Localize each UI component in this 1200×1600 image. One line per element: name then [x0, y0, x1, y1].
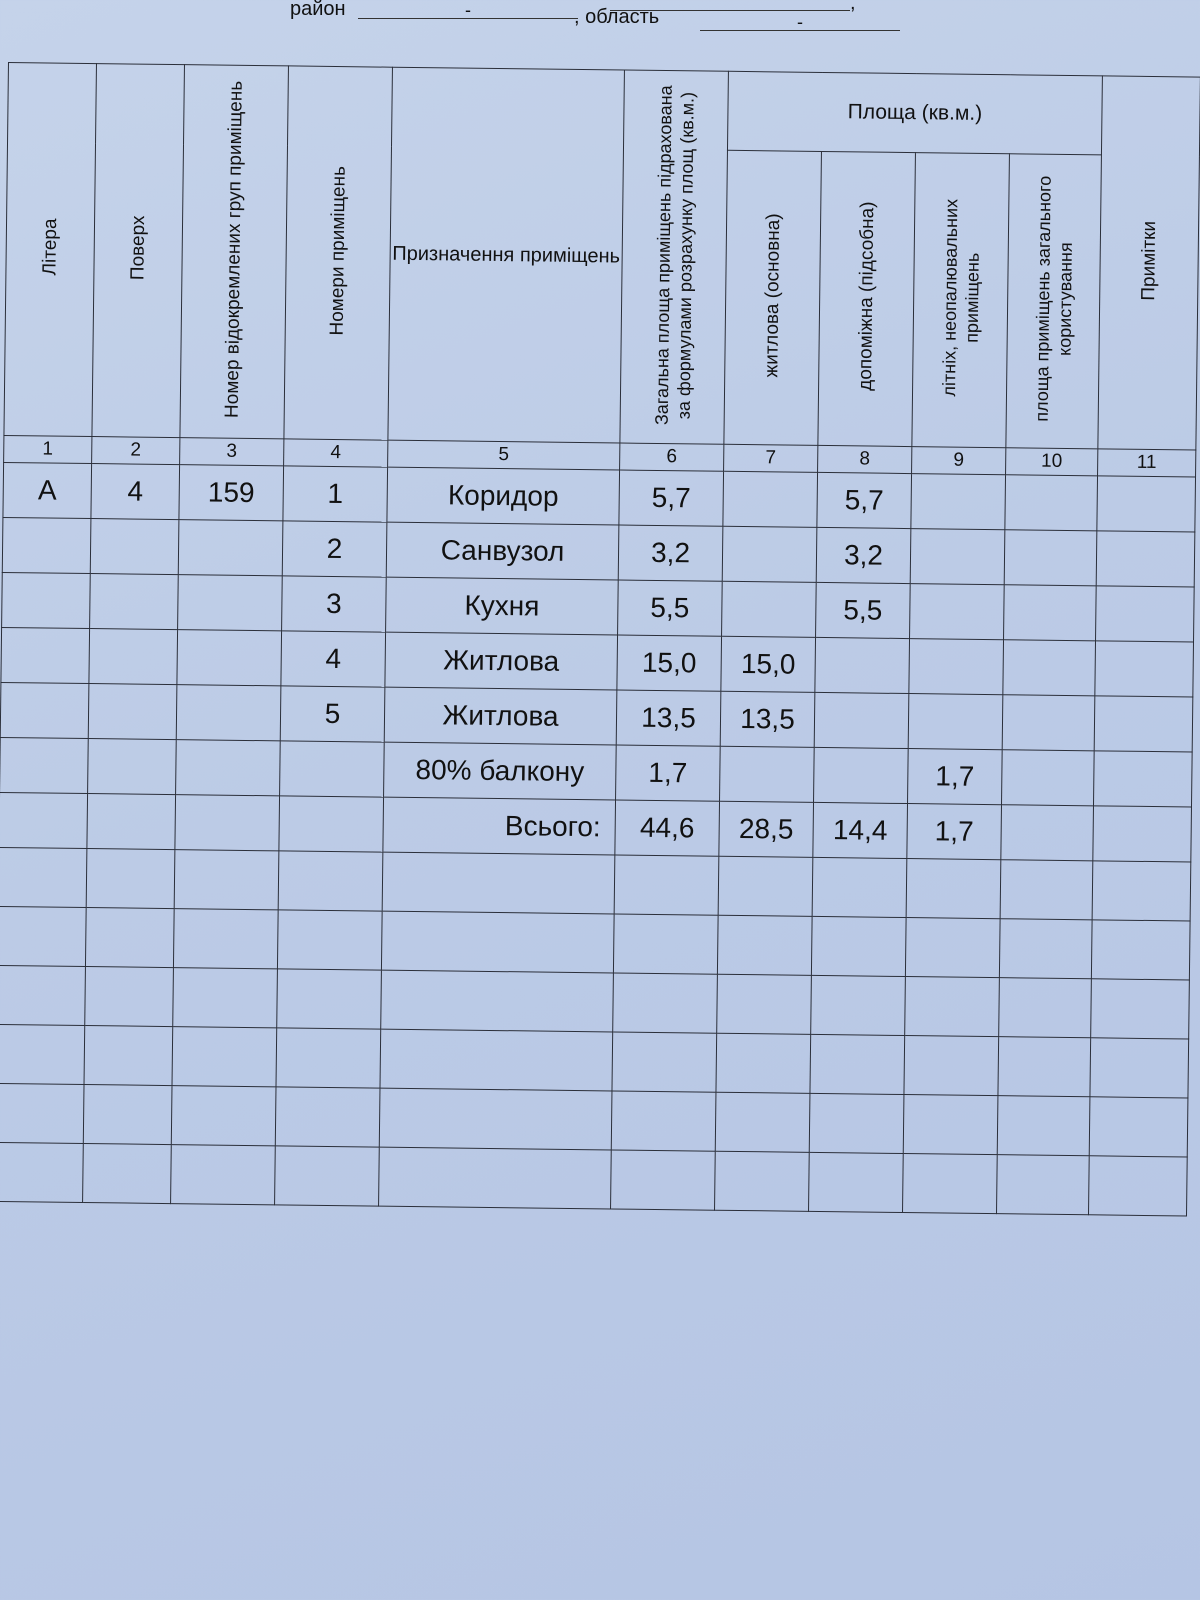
header-room-numbers: Номери приміщень: [284, 66, 393, 440]
cell-room: 3: [282, 576, 387, 632]
empty-cell: [276, 1028, 381, 1088]
cell-total: 13,5: [616, 690, 721, 746]
empty-cell: [173, 909, 278, 969]
empty-cell: [0, 965, 85, 1025]
header-summer: літніх, неопалювальних приміщень: [912, 153, 1010, 448]
premises-table: [0, 62, 1200, 1216]
empty-cell: [277, 969, 382, 1029]
empty-cell: [0, 847, 87, 907]
empty-cell: [85, 908, 174, 968]
cell-group: [178, 575, 283, 631]
col-number: 4: [284, 439, 388, 467]
empty-cell: [381, 970, 614, 1032]
col-number: 9: [912, 447, 1006, 475]
cell-total: 1,7: [616, 745, 721, 801]
cell-litera: [2, 572, 91, 628]
cell-summer: [910, 529, 1005, 585]
empty-cell: [277, 910, 382, 970]
empty-cell: [611, 1150, 716, 1210]
empty-cell: [174, 850, 279, 910]
cell-purpose: Кухня: [386, 577, 619, 635]
empty-cell: [904, 1036, 999, 1096]
empty-cell: [812, 857, 907, 917]
empty-cell: [275, 1146, 380, 1206]
empty-cell: [382, 852, 615, 914]
total-common-sum: [1001, 805, 1094, 861]
cell-notes: [1093, 751, 1192, 807]
header-purpose: Призначення приміщень: [388, 67, 625, 443]
col-number: 7: [724, 444, 818, 472]
cell-group: 159: [179, 465, 284, 521]
cell-floor: 4: [91, 464, 180, 520]
cell-total: 3,2: [618, 525, 723, 581]
cell-group: [175, 795, 280, 851]
empty-cell: [171, 1145, 276, 1205]
cell-common: [1002, 695, 1095, 751]
empty-cell: [998, 1037, 1091, 1097]
cell-common: [1004, 585, 1097, 641]
region-field: -: [700, 12, 900, 31]
cell-notes: [1096, 586, 1195, 642]
cell-total: 5,5: [618, 580, 723, 636]
empty-cell: [0, 1142, 83, 1202]
district-label: район: [290, 0, 346, 20]
empty-cell: [997, 1155, 1090, 1215]
cell-litera: [0, 682, 89, 738]
header-row: [8, 63, 1200, 157]
empty-cell: [715, 1092, 810, 1152]
cell-room: 1: [283, 466, 388, 522]
empty-cell: [717, 915, 812, 975]
cell-living: [722, 581, 817, 637]
empty-cell: [275, 1087, 380, 1147]
empty-cell: [811, 916, 906, 976]
col-number: 6: [620, 443, 724, 471]
cell-purpose: Коридор: [387, 467, 620, 525]
cell-group: [176, 740, 281, 796]
empty-cell: [903, 1095, 998, 1155]
empty-cell: [1091, 920, 1190, 980]
region-label: , область: [574, 6, 660, 28]
empty-cell: [611, 1091, 716, 1151]
empty-cell: [905, 918, 1000, 978]
cell-floor: [89, 629, 178, 685]
empty-cell: [717, 974, 812, 1034]
empty-cell: [85, 967, 174, 1027]
empty-cell: [905, 977, 1000, 1037]
cell-aux: 5,7: [817, 472, 912, 528]
cell-room: [280, 741, 385, 797]
header-total-area: Загальна площа приміщень підрахована за формулами розрахунку площ (кв.м.): [620, 70, 729, 444]
empty-cell: [1091, 979, 1190, 1039]
empty-cell: [0, 1024, 85, 1084]
cell-notes: [1097, 476, 1196, 532]
empty-cell: [716, 1033, 811, 1093]
empty-cell: [83, 1144, 172, 1204]
col-number: 10: [1006, 448, 1098, 476]
empty-cell: [278, 851, 383, 911]
cell-total: 5,7: [619, 470, 724, 526]
cell-group: [176, 685, 281, 741]
cell-living: 13,5: [720, 691, 815, 747]
cell-total: 15,0: [617, 635, 722, 691]
header-living: житлова (основна): [724, 150, 822, 445]
cell-litera: [0, 737, 88, 793]
empty-cell: [1000, 860, 1093, 920]
total-label: Всього:: [383, 797, 616, 855]
cell-summer: 1,7: [908, 749, 1003, 805]
empty-cell: [906, 859, 1001, 919]
cell-floor: [88, 739, 177, 795]
cell-floor: [90, 519, 179, 575]
header-notes: Примітки: [1098, 76, 1200, 450]
cell-summer: [910, 584, 1005, 640]
cell-floor: [88, 684, 177, 740]
empty-cell: [83, 1085, 172, 1145]
empty-cell: [809, 1093, 904, 1153]
cell-living: 15,0: [721, 636, 816, 692]
empty-cell: [172, 1027, 277, 1087]
total-summer-sum: 1,7: [907, 804, 1002, 860]
cell-floor: [87, 794, 176, 850]
empty-cell: [1090, 1038, 1189, 1098]
total-area-sum: 44,6: [615, 800, 720, 856]
cell-floor: [90, 574, 179, 630]
header-floor: Поверх: [92, 64, 185, 438]
empty-cell: [613, 914, 718, 974]
cell-common: [1003, 640, 1096, 696]
empty-cell: [380, 1029, 613, 1091]
header-common: площа приміщень загального користування: [1006, 154, 1102, 449]
cell-purpose: Санвузол: [386, 522, 619, 580]
cell-notes: [1096, 531, 1195, 587]
cell-room: 2: [282, 521, 387, 577]
total-living-sum: 28,5: [719, 801, 814, 857]
col-number: 5: [388, 440, 620, 470]
cell-litera: [0, 792, 88, 848]
empty-cell: [1092, 861, 1191, 921]
empty-cell: [1088, 1156, 1187, 1216]
cell-litera: [1, 627, 90, 683]
header-litera: Літера: [4, 63, 97, 437]
cell-summer: [909, 639, 1004, 695]
empty-cell: [810, 1034, 905, 1094]
empty-cell: [614, 855, 719, 915]
header-comma: ,: [850, 0, 856, 14]
cell-living: [723, 471, 818, 527]
empty-cell: [84, 1026, 173, 1086]
total-aux-sum: 14,4: [813, 802, 908, 858]
empty-cell: [173, 968, 278, 1028]
cell-common: [1004, 530, 1097, 586]
empty-cell: [86, 849, 175, 909]
empty-cell: [0, 906, 86, 966]
cell-aux: 5,5: [816, 582, 911, 638]
district-field: -: [358, 0, 578, 19]
header-auxiliary: допоміжна (підсобна): [818, 151, 916, 446]
cell-litera: [2, 517, 91, 573]
empty-cell: [0, 1083, 84, 1143]
total-notes: [1093, 806, 1192, 862]
cell-notes: [1094, 696, 1193, 752]
cell-group: [177, 630, 282, 686]
cell-litera: А: [3, 462, 92, 518]
empty-cell: [997, 1096, 1090, 1156]
cell-purpose: 80% балкону: [384, 742, 617, 800]
cell-group: [178, 520, 283, 576]
empty-cell: [903, 1154, 998, 1214]
col-number: 1: [4, 435, 92, 463]
col-number: 3: [180, 438, 284, 466]
cell-purpose: Житлова: [384, 687, 617, 745]
cell-aux: [814, 747, 909, 803]
empty-cell: [171, 1086, 276, 1146]
empty-cell: [811, 975, 906, 1035]
cell-aux: [814, 692, 909, 748]
empty-cell: [718, 856, 813, 916]
cell-room: 5: [280, 686, 385, 742]
cell-summer: [908, 694, 1003, 750]
empty-cell: [809, 1152, 904, 1212]
empty-cell: [379, 1147, 612, 1209]
empty-cell: [379, 1088, 612, 1150]
cell-living: [722, 526, 817, 582]
header-group-number: Номер відокремлених груп приміщень: [180, 65, 289, 439]
cell-living: [720, 746, 815, 802]
empty-cell: [999, 978, 1092, 1038]
empty-cell: [715, 1151, 810, 1211]
cell-room: [279, 796, 384, 852]
empty-cell: [1089, 1097, 1188, 1157]
cell-summer: [911, 474, 1006, 530]
cell-common: [1005, 475, 1098, 531]
header-area-group: Площа (кв.м.): [727, 71, 1102, 155]
empty-cell: [381, 911, 614, 973]
cell-aux: 3,2: [816, 527, 911, 583]
col-number: 2: [92, 437, 180, 465]
cell-purpose: Житлова: [385, 632, 618, 690]
cell-aux: [815, 637, 910, 693]
empty-cell: [613, 973, 718, 1033]
col-number: 11: [1098, 449, 1196, 477]
cell-notes: [1095, 641, 1194, 697]
empty-cell: [999, 919, 1092, 979]
col-number: 8: [818, 445, 912, 473]
empty-cell: [612, 1032, 717, 1092]
cell-room: 4: [281, 631, 386, 687]
cell-common: [1002, 750, 1095, 806]
